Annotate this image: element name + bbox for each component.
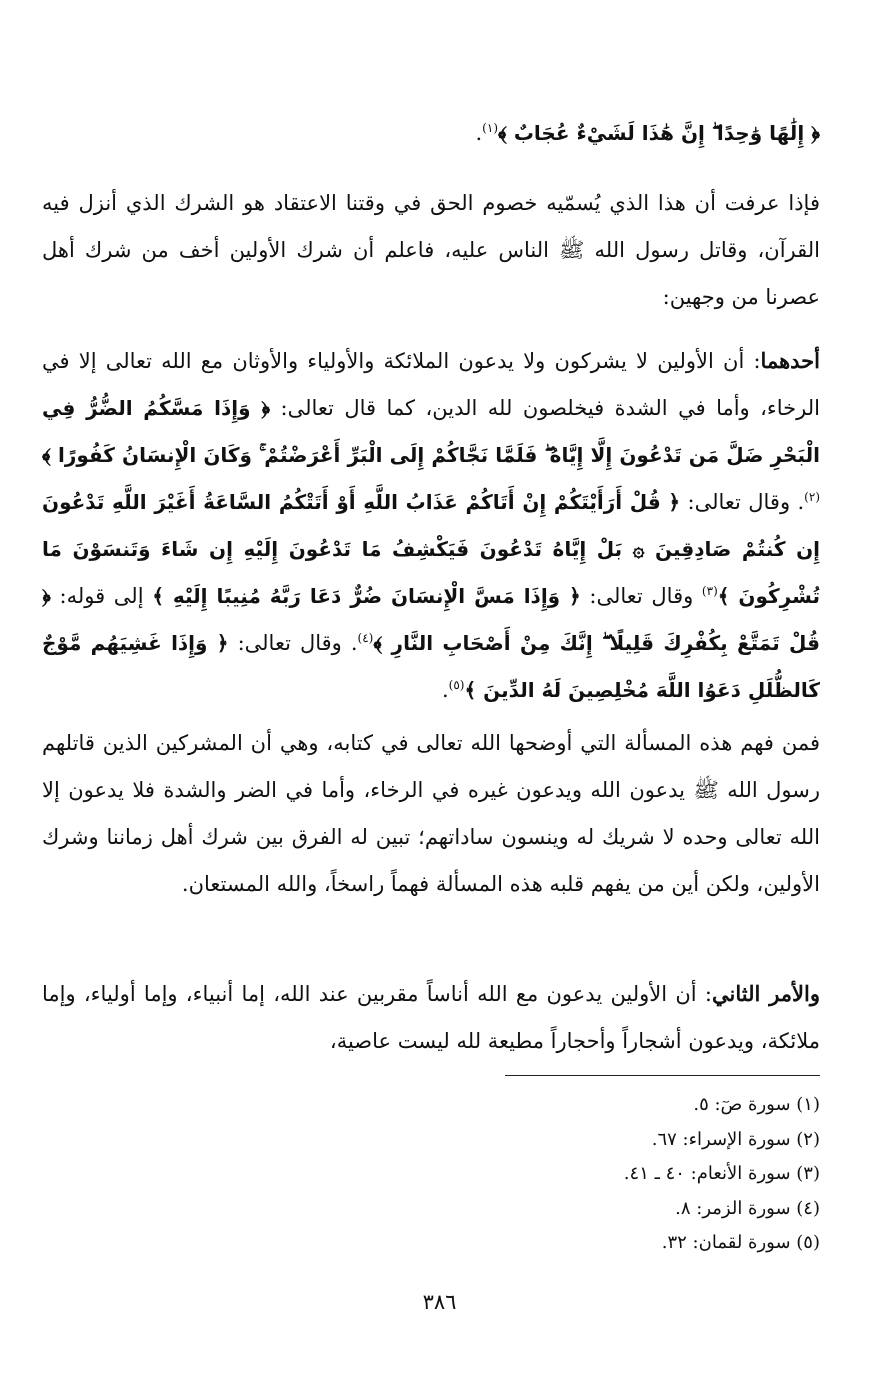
verse-continuation: [42, 110, 820, 157]
quran-verse: ﴿ وَإِذَا مَسَّ الْإِنسَانَ ضُرٌّ دَعَا رَبَّهُ مُنِيبًا إِلَيْهِ ﴾: [152, 584, 581, 608]
paragraph-lead: والأمر الثاني: [711, 981, 820, 1006]
footnote-ref: (٢): [804, 490, 820, 504]
paragraph-intro: فإذا عرفت أن هذا الذي يُسمّيه خصوم الحق في وقتنا الاعتقاد هو الشرك الذي أنزل فيه القرآن، وقاتل رسول الله ﷺ الناس عليه، فاعلم أن شرك الأولين أخف من شرك أهل عصرنا من وجهين:: [42, 191, 820, 309]
body-text: : أن الأولين لا يشركون ولا يدعون الملائكة والأولياء والأوثان مع الله تعالى إلا في الرخاء، وأما في الشدة فيخلصون لله الدين، كما قال تعالى:: [42, 349, 820, 420]
footnote-ref: (١): [482, 121, 498, 135]
punctuation: .: [475, 121, 483, 145]
body-text: : أن الأولين يدعون مع الله أناساً مقربين عند الله، إما أنبياء، وإما أولياء، وإما ملائكة، ويدعون أشجاراً وأحجاراً مطيعة لله ليست عاصية،: [42, 982, 820, 1053]
footnote-item: (٤) سورة الزمر: ٨.: [675, 1197, 820, 1219]
footnote-item: (٥) سورة لقمان: ٣٢.: [661, 1232, 820, 1253]
quran-verse: ﴿ قُلْ تَمَتَّعْ بِكُفْرِكَ قَلِيلًا ۖ إِنَّكَ مِنْ أَصْحَابِ النَّارِ ﴾: [42, 584, 820, 655]
paragraph-second-aspect: [42, 970, 820, 1065]
paragraph-first-aspect: [42, 337, 820, 714]
body-text: . وقال تعالى:: [687, 490, 805, 514]
quran-verse: ﴿ وَإِذَا غَشِيَهُم مَّوْجٌ كَالظُّلَلِ دَعَوُا اللَّهَ مُخْلِصِينَ لَهُ الدِّينَ ﴾: [42, 631, 820, 702]
footnote-item: (٢) سورة الإسراء: ٦٧.: [651, 1128, 820, 1150]
footnotes-list: [624, 1088, 820, 1261]
page-number: ٣٨٦: [422, 1290, 457, 1314]
body-text: وقال تعالى:: [589, 584, 702, 608]
quran-verse: ﴿ إِلَٰهًا وَٰحِدًا ۖ إِنَّ هَٰذَا لَشَيْءٌ عُجَابٌ ﴾: [498, 121, 820, 145]
paragraph-conclusion: فمن فهم هذه المسألة التي أوضحها الله تعالى في كتابه، وهي أن المشركين الذين قاتلهم رسول الله ﷺ يدعون الله ويدعون غيره في الرخاء، وأما في الضر والشدة فلا يدعون إلا الله تعالى وحده لا شريك له وينسون ساداتهم؛ تبين له الفرق بين شرك أهل زماننا وشرك الأولين، ولكن أين من يفهم قلبه هذه المسألة فهماً راسخاً، والله المستعان.: [42, 731, 820, 896]
footnote-item: (١) سورة صٓ: ٥.: [693, 1094, 820, 1115]
quran-verse: ﴿ قُلْ أَرَأَيْتَكُمْ إِنْ أَتَاكُمْ عَذَابُ اللَّهِ أَوْ أَتَتْكُمُ السَّاعَةُ أَغَيْرَ اللَّهِ تَدْعُونَ إِن كُنتُمْ صَادِقِينَ ۞ بَلْ إِيَّاهُ تَدْعُونَ فَيَكْشِفُ مَا تَدْعُونَ إِلَيْهِ إِن شَاءَ وَتَنسَوْنَ مَا تُشْرِكُونَ ﴾: [42, 490, 820, 608]
body-text: . وقال تعالى:: [237, 631, 358, 655]
body-text: إلى قوله:: [59, 584, 153, 608]
footnote-ref: (٥): [448, 678, 465, 692]
punctuation: .: [441, 678, 449, 702]
paragraph-lead: أحدهما: [760, 348, 820, 373]
footnote-item: (٣) سورة الأنعام: ٤٠ ـ ٤١.: [623, 1163, 820, 1184]
quran-verse: ﴿ وَإِذَا مَسَّكُمُ الضُّرُّ فِي الْبَحْرِ ضَلَّ مَن تَدْعُونَ إِلَّا إِيَّاهُ ۖ فَلَمَّا نَجَّاكُمْ إِلَى الْبَرِّ أَعْرَضْتُمْ ۚ وَكَانَ الْإِنسَانُ كَفُورًا ﴾: [42, 396, 820, 467]
footnote-ref: (٤): [357, 631, 374, 645]
footnote-divider: [505, 1075, 820, 1076]
footnote-ref: (٣): [701, 584, 718, 598]
